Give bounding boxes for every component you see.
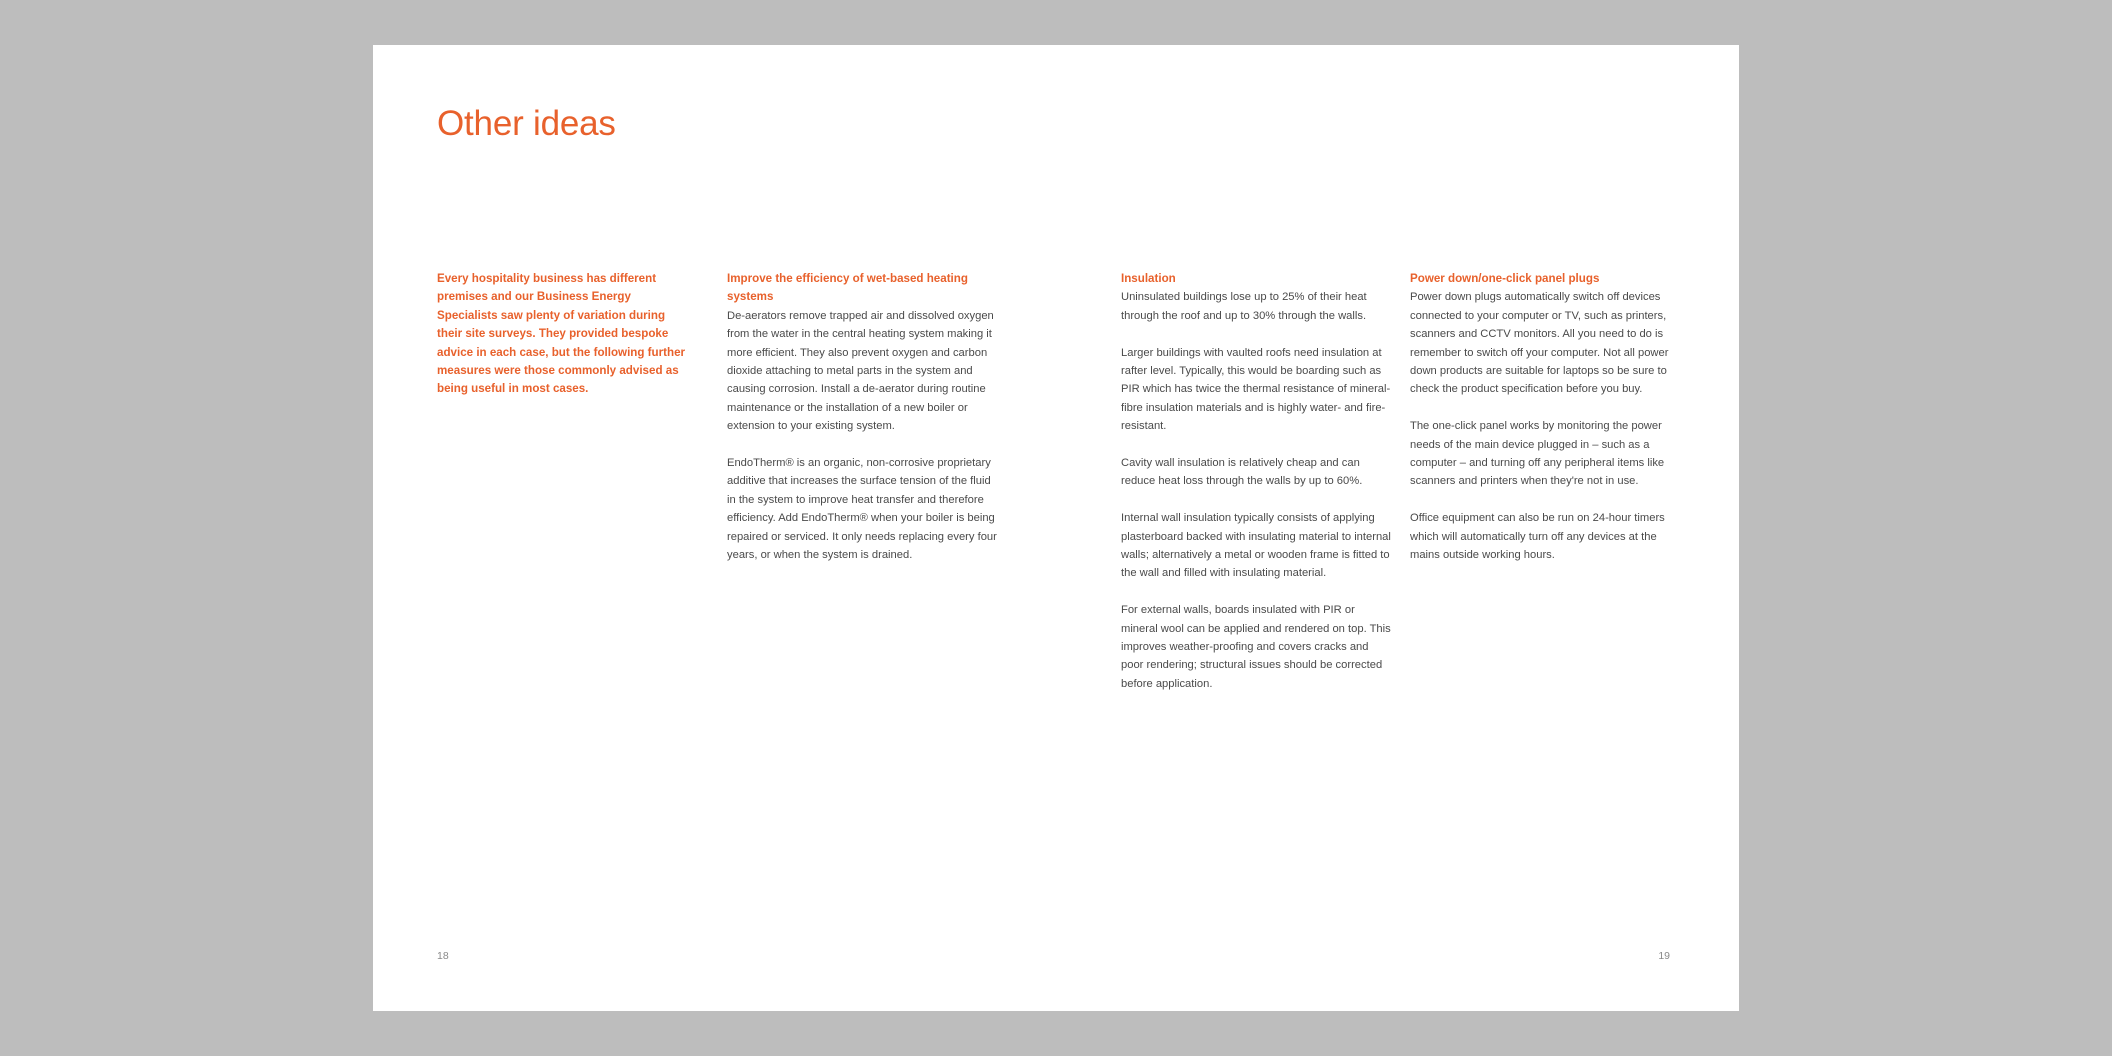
section-power-down [1410,270,1680,564]
section-heating [727,270,997,564]
section-paragraph: De-aerators remove trapped air and dissolved oxygen from the water in the central heating system making it more efficient. They also prevent oxygen and carbon dioxide attaching to metal parts in the system and causing corrosion. Install a de-aerator during routine maintenance or the installation of a new boiler or extension to your existing system. [727,309,994,433]
page-number-right: 19 [1658,950,1670,962]
document-spread [373,45,1739,1011]
section-paragraph: The one-click panel works by monitoring the power needs of the main device plugged in – such as a computer – and turning off any peripheral items like scanners and printers when they're not in use. [1410,420,1665,488]
section-paragraph: For external walls, boards insulated with PIR or mineral wool can be applied and rendered on top. This improves weather-proofing and covers cracks and poor rendering; structural issues should be corrected before application. [1121,604,1391,690]
section-paragraph: Internal wall insulation typically consists of applying plasterboard backed with insulating material to internal walls; alternatively a metal or wooden frame is fitted to the wall and filled with insulating material. [1121,512,1391,580]
section-paragraph: Larger buildings with vaulted roofs need insulation at rafter level. Typically, this would be boarding such as PIR which has twice the thermal resistance of mineral-fibre insulation materials and is highly water- and fire-resistant. [1121,346,1391,433]
section-paragraph: Uninsulated buildings lose up to 25% of their heat through the roof and up to 30% through the walls. [1121,291,1367,322]
section-paragraph: Power down plugs automatically switch off devices connected to your computer or TV, such as printers, scanners and CCTV monitors. All you need to do is remember to switch off your computer. Not all power down products are suitable for laptops so be sure to check the product specification before you buy. [1410,291,1669,396]
section-heading: Improve the efficiency of wet-based heating systems [727,272,968,304]
section-paragraph: EndoTherm® is an organic, non-corrosive proprietary additive that increases the surface tension of the fluid in the system to improve heat transfer and therefore efficiency. Add EndoTherm® when your boiler is being repaired or serviced. It only needs replacing every four years, or when the system is drained. [727,457,997,562]
section-paragraph: Office equipment can also be run on 24-hour timers which will automatically turn off any devices at the mains outside working hours. [1410,512,1665,562]
section-paragraph: Cavity wall insulation is relatively cheap and can reduce heat loss through the walls by up to 60%. [1121,457,1363,488]
intro-text: Every hospitality business has different premises and our Business Energy Specialists saw plenty of variation during their site surveys. They provided bespoke advice in each case, but the following further measures were those commonly advised as being useful in most cases. [437,272,686,396]
section-heading: Insulation [1121,272,1176,285]
page-number-left: 18 [437,950,449,962]
section-insulation [1121,270,1391,693]
intro-column [437,270,693,399]
page-title: Other ideas [437,104,616,143]
section-heading: Power down/one-click panel plugs [1410,272,1600,285]
